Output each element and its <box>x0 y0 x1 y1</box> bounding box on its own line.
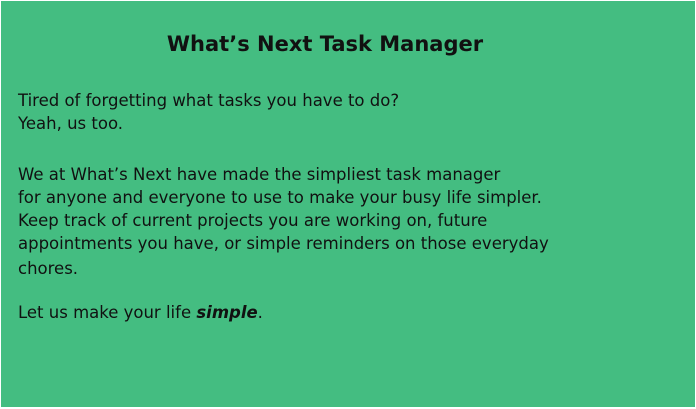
description-line-1: We at What’s Next have made the simpliest task manager <box>18 165 501 184</box>
description-line-4: appointments you have, or simple reminders on those everyday <box>18 234 549 253</box>
slide-panel <box>1 1 695 407</box>
closing-emphasis: simple <box>196 303 258 322</box>
page-title: What’s Next Task Manager <box>166 32 484 56</box>
description-line-2: for anyone and everyone to use to make your busy life simpler. <box>18 188 542 207</box>
description-paragraph <box>18 163 549 280</box>
description-line-5: chores. <box>18 259 79 278</box>
closing-paragraph <box>18 301 263 324</box>
closing-prefix: Let us make your life <box>18 303 197 322</box>
intro-line-1: Tired of forgetting what tasks you have to do? <box>18 91 400 110</box>
intro-line-2: Yeah, us too. <box>18 114 124 133</box>
intro-paragraph <box>18 89 399 135</box>
description-line-3: Keep track of current projects you are working on, future <box>18 211 488 230</box>
closing-suffix: . <box>257 303 263 322</box>
